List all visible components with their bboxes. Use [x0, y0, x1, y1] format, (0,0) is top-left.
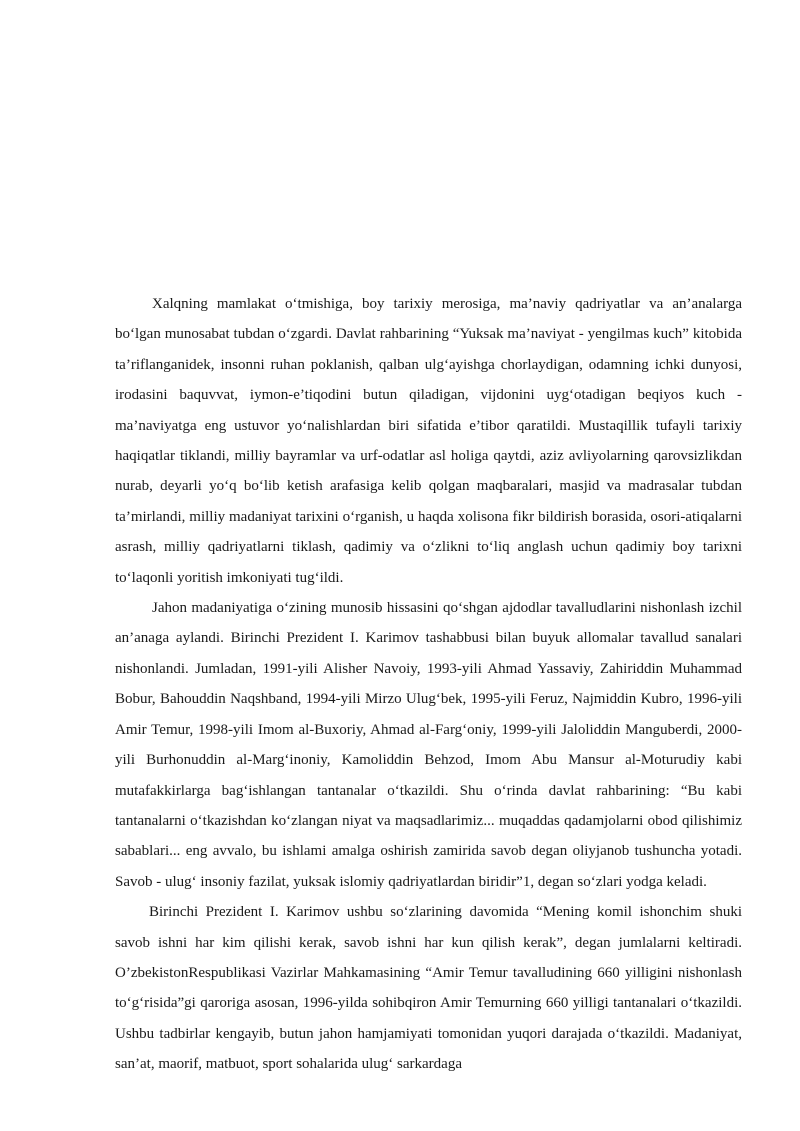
body-text — [115, 289, 742, 1080]
paragraph: Birinchi Prezident I. Karimov ushbu so‘zlarining davomida “Mening komil ishonchim shuki savob ishni har kim qilishi kerak, savob ishni har kun qilish kerak”, degan jumlalarni keltiradi. O’zbekistonRespublikasi Vazirlar Mahkamasining “Amir Temur tavalludining 660 yilligini nishonlash to‘g‘risida”gi qaroriga asosan, 1996-yilda sohibqiron Amir Temurning 660 yilligi tantanalari o‘tkazildi. Ushbu tadbirlar kengayib, butun jahon hamjamiyati tomonidan yuqori darajada o‘tkazildi. Madaniyat, san’at, maorif, matbuot, sport sohalarida ulug‘ sarkardaga — [115, 904, 742, 1073]
paragraph: Xalqning mamlakat o‘tmishiga, boy tarixiy merosiga, ma’naviy qadriyatlar va an’analarga bo‘lgan munosabat tubdan o‘zgardi. Davlat rahbarining “Yuksak ma’naviyat - yengilmas kuch” kitobida ta’riflanganidek, insonni ruhan poklanish, qalban ulg‘ayishga chorlaydigan, odamning ichki dunyosi, irodasini baquvvat, iymon-e’tiqodini butun qiladigan, vijdonini uyg‘otadigan beqiyos kuch - ma’naviyatga eng ustuvor yo‘nalishlardan biri sifatida e’tibor qaratildi. Mustaqillik tufayli tarixiy haqiqatlar tiklandi, milliy bayramlar va urf-odatlar asl holiga qaytdi, aziz avliyolarning qarovsizlikdan nurab, deyarli yo‘q bo‘lib ketish arafasiga kelib qolgan maqbaralari, masjid va madrasalar tubdan ta’mirlandi, milliy madaniyat tarixini o‘rganish, u haqda xolisona fikr bildirish borasida, osori-atiqalarni asrash, milliy qadriyatlarni tiklash, qadimiy va o‘zlikni to‘liq anglash uchun qadimiy boy tarixni to‘laqonli yoritish imkoniyati tug‘ildi. — [115, 296, 742, 586]
paragraph: Jahon madaniyatiga o‘zining munosib hissasini qo‘shgan ajdodlar tavalludlarini nishonlash izchil an’anaga aylandi. Birinchi Prezident I. Karimov tashabbusi bilan buyuk allomalar tavallud sanalari nishonlandi. Jumladan, 1991-yili Alisher Navoiy, 1993-yili Ahmad Yassaviy, Zahiriddin Muhammad Bobur, Bahouddin Naqshband, 1994-yili Mirzo Ulug‘bek, 1995-yili Feruz, Najmiddin Kubro, 1996-yili Amir Temur, 1998-yili Imom al-Buxoriy, Ahmad al-Farg‘oniy, 1999-yili Jaloliddin Manguberdi, 2000-yili Burhonuddin al-Marg‘inoniy, Kamoliddin Behzod, Imom Abu Mansur al-Moturudiy kabi mutafakkirlarga bag‘ishlangan tantanalar o‘tkazildi. Shu o‘rinda davlat rahbarining: “Bu kabi tantanalarni o‘tkazishdan ko‘zlangan niyat va maqsadlarimiz... muqaddas qadamjolarni obod qilishimiz sabablari... eng avvalo, bu ishlami amalga oshirish zamirida savob degan oliyjanob tushuncha yotadi. Savob - ulug‘ insoniy fazilat, yuksak islomiy qadriyatlardan biridir”1, degan so‘zlari yodga keladi. — [115, 600, 742, 890]
